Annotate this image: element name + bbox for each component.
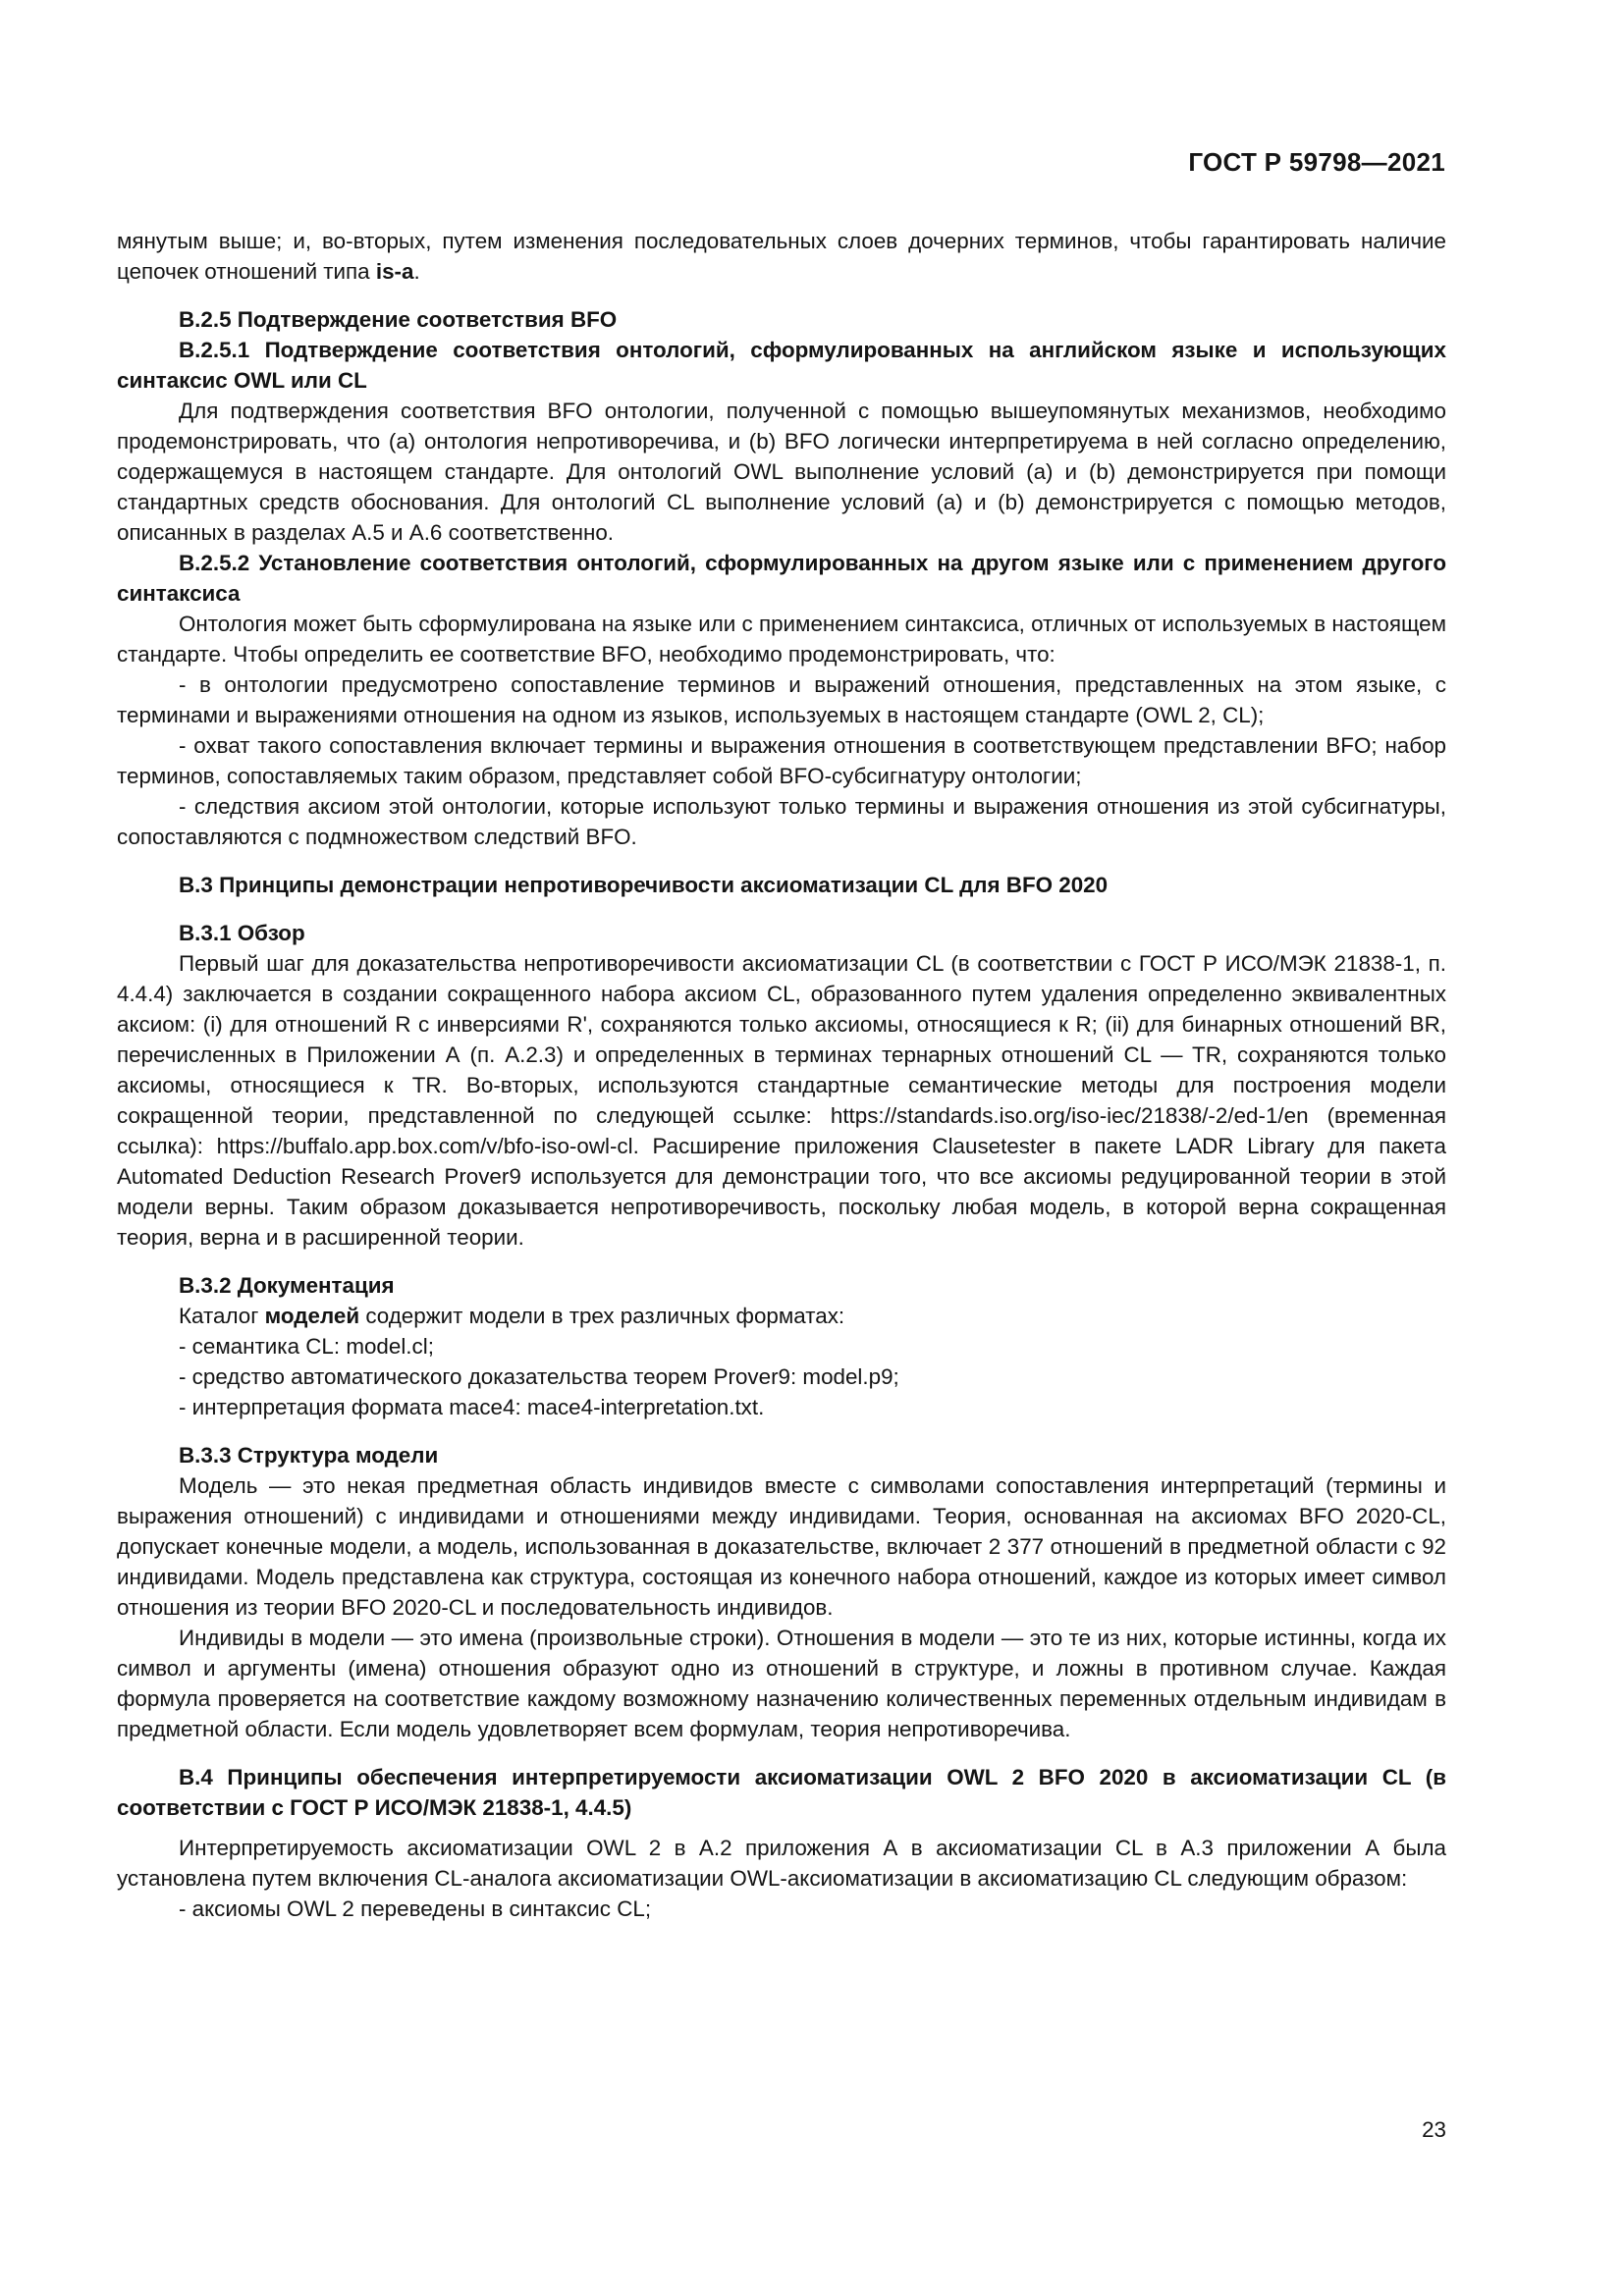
heading-b25: В.2.5 Подтверждение соответствия BFO bbox=[179, 307, 618, 332]
page-number: 23 bbox=[1422, 2117, 1446, 2142]
bold-term: is-a bbox=[375, 259, 414, 284]
paragraph-b251: Для подтверждения соответствия BFO онтологии, полученной с помощью вышеупомянутых механизмов, необходимо продемонстрировать, что (a) онтология непротиворечива, и (b) BFO логически интерпретируема в ней согласно определению, содержащемуся в настоящем стандарте. Для онтологий OWL выполнение условий (a) и (b) демонстрируется при помощи стандартных средств обоснования. Для онтологий CL выполнение условий (a) и (b) демонстрируется с помощью методов, описанных в разделах А.5 и А.6 соответственно. bbox=[117, 399, 1446, 545]
heading-b251: В.2.5.1 Подтверждение соответствия онтологий, сформулированных на английском языке и использующих синтаксис OWL или CL bbox=[117, 338, 1446, 393]
list-item: - семантика CL: model.cl; bbox=[179, 1334, 434, 1359]
heading-b4: В.4 Принципы обеспечения интерпретируемости аксиоматизации OWL 2 BFO 2020 в аксиоматизации CL (в соответствии с ГОСТ Р ИСО/МЭК 21838-1, 4.4.5) bbox=[117, 1765, 1446, 1820]
list-item: - средство автоматического доказательства теорем Prover9: model.p9; bbox=[179, 1364, 899, 1389]
heading-b33: В.3.3 Структура модели bbox=[179, 1443, 439, 1468]
bold-term: моделей bbox=[264, 1304, 360, 1328]
heading-b3: В.3 Принципы демонстрации непротиворечивости аксиоматизации CL для BFO 2020 bbox=[179, 873, 1109, 897]
document-header: ГОСТ Р 59798—2021 bbox=[1188, 147, 1445, 177]
list-item: - следствия аксиом этой онтологии, которые используют только термины и выражения отношения из этой субсигнатуры, сопоставляются с подмножеством следствий BFO. bbox=[117, 794, 1446, 849]
list-item: - интерпретация формата mace4: mace4-interpretation.txt. bbox=[179, 1395, 765, 1419]
heading-b252: В.2.5.2 Установление соответствия онтологий, сформулированных на другом языке или с применением другого синтаксиса bbox=[117, 551, 1446, 606]
paragraph-b33-2: Индивиды в модели — это имена (произвольные строки). Отношения в модели — это те из них, которые истинны, когда их символ и аргументы (имена) отношения образуют одно из отношений в структуре, и ложны в противном случае. Каждая формула проверяется на соответствие каждому возможному назначению количественных переменных отдельным индивидам в предметной области. Если модель удовлетворяет всем формулам, теория непротиворечива. bbox=[117, 1626, 1446, 1741]
paragraph-b252: Онтология может быть сформулирована на языке или с применением синтаксиса, отличных от используемых в настоящем стандарте. Чтобы определить ее соответствие BFO, необходимо продемонстрировать, что: bbox=[117, 612, 1446, 667]
paragraph-b4: Интерпретируемость аксиоматизации OWL 2 в А.2 приложения А в аксиоматизации CL в А.3 приложении А была установлена путем включения CL-аналога аксиоматизации OWL-аксиоматизации в аксиоматизацию CL следующим образом: bbox=[117, 1836, 1446, 1891]
paragraph-b33-1: Модель — это некая предметная область индивидов вместе с символами сопоставления интерпретаций (термины и выражения отношений) с индивидами и отношениями между индивидами. Теория, основанная на аксиомах BFO 2020-CL, допускает конечные модели, а модель, использованная в доказательстве, включает 2 377 отношений в предметной области с 92 индивидами. Модель представлена как структура, состоящая из конечного набора отношений, каждое из которых имеет символ отношения из теории BFO 2020-CL и последовательность индивидов. bbox=[117, 1473, 1446, 1620]
list-item: - в онтологии предусмотрено сопоставление терминов и выражений отношения, представленных на этом языке, с терминами и выражениями отношения на одном из языков, используемых в настоящем стандарте (OWL 2, CL); bbox=[117, 672, 1446, 727]
list-item: - охват такого сопоставления включает термины и выражения отношения в соответствующем представлении BFO; набор терминов, сопоставляемых таким образом, представляет собой BFO-субсигнатуру онтологии; bbox=[117, 733, 1446, 788]
heading-b32: В.3.2 Документация bbox=[179, 1273, 395, 1298]
paragraph-b31: Первый шаг для доказательства непротиворечивости аксиоматизации CL (в соответствии с ГОСТ Р ИСО/МЭК 21838-1, п. 4.4.4) заключается в создании сокращенного набора аксиом CL, образованного путем удаления определенно эквивалентных аксиом: (i) для отношений R с инверсиями R', сохраняются только аксиомы, относящиеся к R; (ii) для бинарных отношений BR, перечисленных в Приложении А (п. А.2.3) и определенных в терминах тернарных отношений CL — TR, сохраняются только аксиомы, относящиеся к TR. Во-вторых, используются стандартные семантические методы для построения модели сокращенной теории, представленной по следующей ссылке: https://standards.iso.org/iso-iec/21838/-2/ed-1/en (временная ссылка): https://buffalo.app.box.com/v/bfo-iso-owl-cl. Расширение приложения Clausetester в пакете LADR Library для пакета Automated Deduction Research Prover9 используется для демонстрации того, что все аксиомы редуцированной теории в этой модели верны. Таким образом доказывается непротиворечивость, поскольку любая модель, в которой верна сокращенная теория, верна и в расширенной теории. bbox=[117, 951, 1446, 1250]
document-body bbox=[117, 226, 1446, 1924]
heading-b31: В.3.1 Обзор bbox=[179, 921, 305, 945]
paragraph-continued: мянутым выше; и, во-вторых, путем изменения последовательных слоев дочерних терминов, чтобы гарантировать наличие цепочек отношений типа is-a. bbox=[117, 229, 1446, 284]
list-item: - аксиомы OWL 2 переведены в синтаксис CL; bbox=[179, 1896, 652, 1921]
paragraph-b32: Каталог моделей содержит модели в трех различных форматах: bbox=[179, 1304, 845, 1328]
